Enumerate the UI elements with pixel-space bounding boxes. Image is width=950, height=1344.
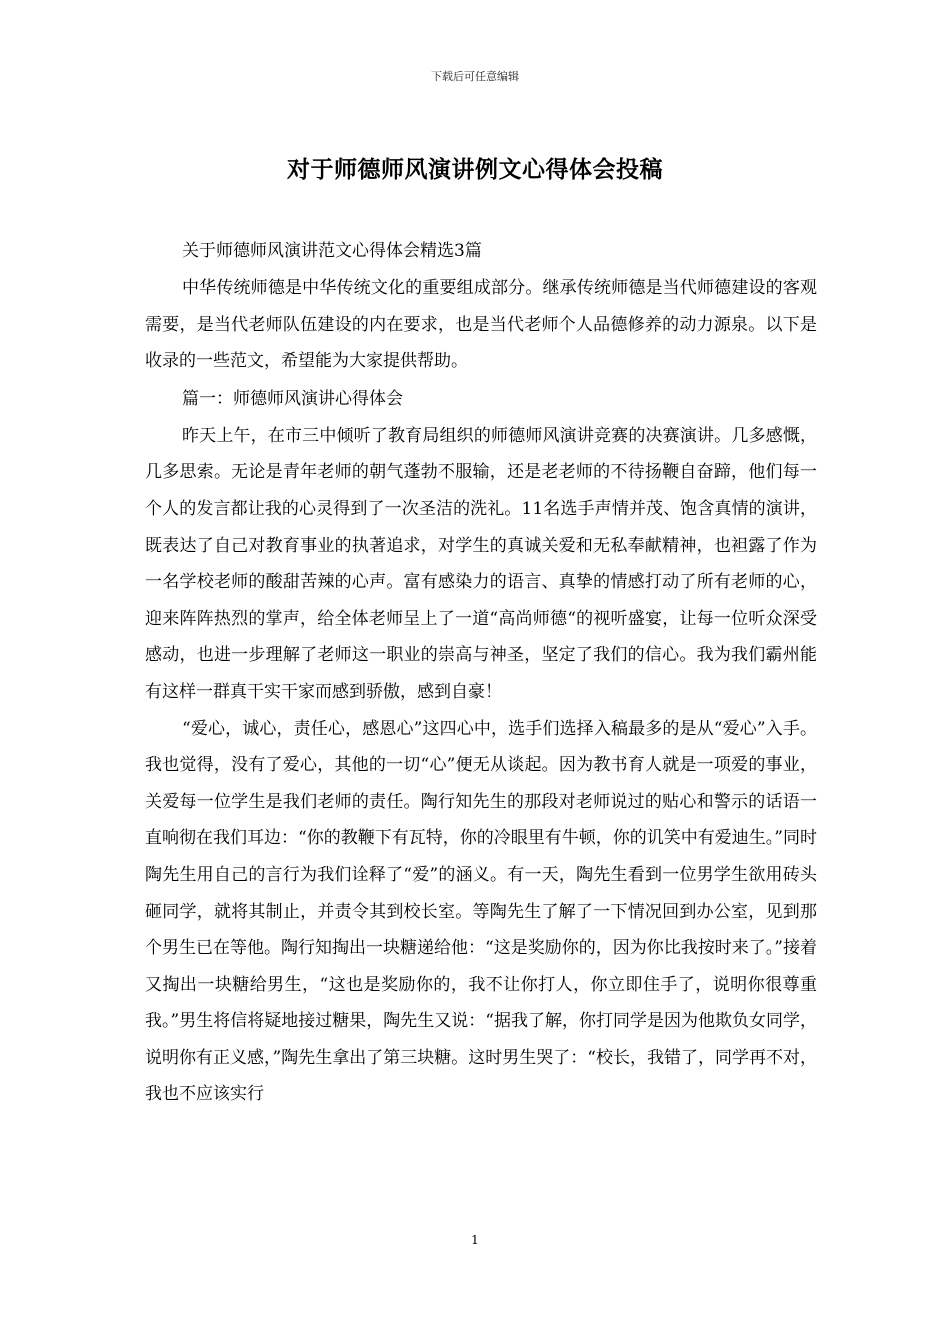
header-note: 下载后可任意编辑 bbox=[431, 70, 519, 83]
body-paragraph: “爱心，诚心，责任心，感恩心”这四心中，选手们选择入稿最多的是从“爱心”入手。我也觉得，没有了爱心，其他的一切“心”便无从谈起。因为教书育人就是一项爱的事业，关爱每一位学生是我们老师的责任。陶行知先生的那段对老师说过的贴心和警示的话语一直响彻在我们耳边：“你的教鞭下有瓦特，你的冷眼里有牛顿，你的讥笑中有爱迪生。”同时陶先生用自己的言行为我们诠释了“爱”的涵义。有一天，陶先生看到一位男学生欲用砖头砸同学，就将其制止，并责令其到校长室。等陶先生了解了一下情况回到办公室，见到那个男生已在等他。陶行知掏出一块糖递给他：“这是奖励你的，因为你比我按时来了。”接着又掏出一块糖给男生，“这也是奖励你的，我不让你打人，你立即住手了，说明你很尊重我。”男生将信将疑地接过糖果，陶先生又说：“据我了解，你打同学是因为他欺负女同学，说明你有正义感，”陶先生拿出了第三块糖。这时男生哭了：“校长，我错了，同学再不对，我也不应该实行 bbox=[145, 718, 817, 1105]
document-title: 对于师德师风演讲例文心得体会投稿 bbox=[287, 156, 663, 183]
body-paragraph: 昨天上午，在市三中倾听了教育局组织的师德师风演讲竞赛的决赛演讲。几多感慨，几多思索。无论是青年老师的朝气蓬勃不服输，还是老老师的不待扬鞭自奋蹄，他们每一个人的发言都让我的心灵得到了一次圣洁的洗礼。11名选手声情并茂、饱含真情的演讲，既表达了自己对教育事业的执著追求，对学生的真诚关爱和无私奉献精神，也袒露了作为一名学校老师的酸甜苦辣的心声。富有感染力的语言、真挚的情感打动了所有老师的心，迎来阵阵热烈的掌声，给全体老师呈上了一道“高尚师德“的视听盛宴，让每一位听众深受感动，也进一步理解了老师这一职业的崇高与神圣，坚定了我们的信心。我为我们霸州能有这样一群真干实干家而感到骄傲，感到自豪！ bbox=[145, 425, 817, 702]
page-number: 1 bbox=[471, 1233, 479, 1247]
intro-paragraph: 中华传统师德是中华传统文化的重要组成部分。继承传统师德是当代师德建设的客观需要，是当代老师队伍建设的内在要求，也是当代老师个人品德修养的动力源泉。以下是收录的一些范文，希望能为大家提供帮助。 bbox=[145, 278, 817, 372]
section-heading: 篇一：师德师风演讲心得体会 bbox=[182, 388, 403, 409]
document-body bbox=[145, 232, 817, 1113]
intro-heading: 关于师德师风演讲范文心得体会精选3篇 bbox=[182, 241, 482, 261]
